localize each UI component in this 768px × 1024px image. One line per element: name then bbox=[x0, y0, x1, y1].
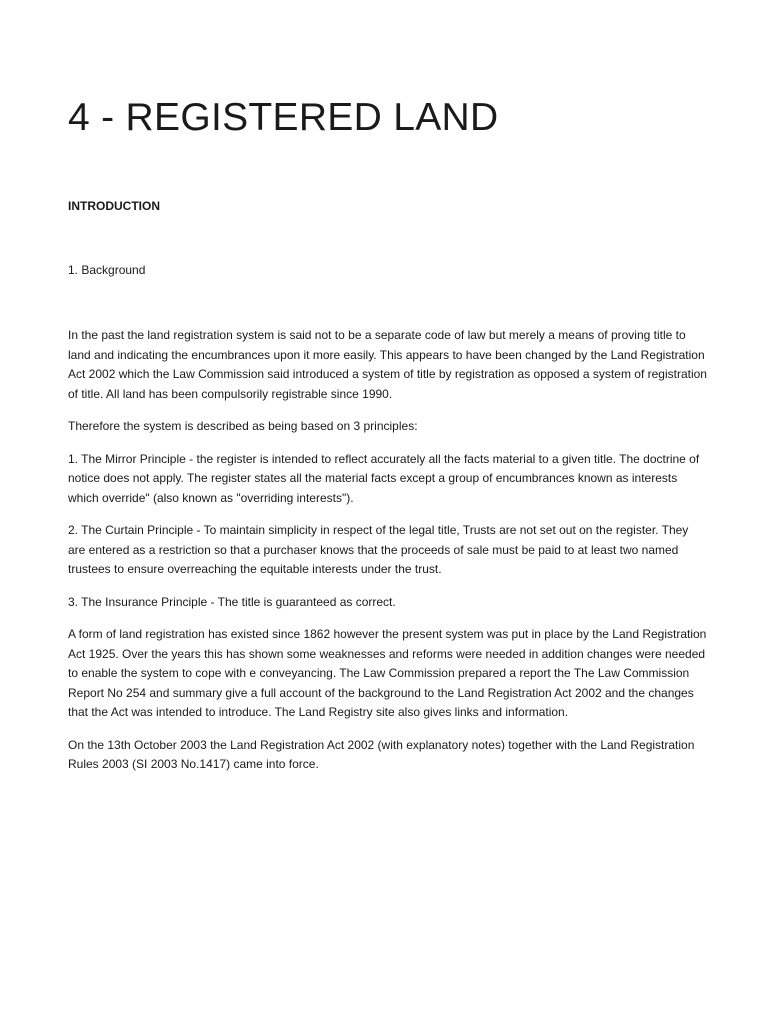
paragraph-insurance-principle: 3. The Insurance Principle - The title is guaranteed as correct. bbox=[68, 594, 396, 609]
section-heading-introduction: INTRODUCTION bbox=[68, 199, 160, 213]
sub-heading-background: 1. Background bbox=[68, 263, 146, 277]
paragraph-mirror-principle: 1. The Mirror Principle - the register is intended to reflect accurately all the facts material to a given title. The doctrine of notice does not apply. The register states all the material facts except a group of encumbrances known as interests which override" (also known as "overriding interests"). bbox=[68, 451, 700, 505]
paragraph-commencement: On the 13th October 2003 the Land Registration Act 2002 (with explanatory notes) together with the Land Registration Rules 2003 (SI 2003 No.1417) came into force. bbox=[68, 737, 695, 771]
paragraph-principles-intro: Therefore the system is described as being based on 3 principles: bbox=[68, 419, 418, 433]
paragraph-curtain-principle: 2. The Curtain Principle - To maintain simplicity in respect of the legal title, Trusts are not set out on the register. They are entered as a restriction so that a purchaser knows that the proceeds of sale must be paid to at least two named trustees to ensure overreaching the equitable interests under the trust. bbox=[68, 523, 689, 576]
paragraph-registration-act-history: A form of land registration has existed since 1862 however the present system was put in place by the Land Registration Act 1925. Over the years this has shown some weaknesses and reforms were needed in addition changes were needed to enable the system to cope with e conveyancing. The Law Commission prepared a report the The Law Commission Report No 254 and summary give a full account of the background to the Land Registration Act 2002 and the changes that the Act was intended to introduce. The Land Registry site also gives links and information. bbox=[68, 627, 707, 719]
document-title: 4 - REGISTERED LAND bbox=[68, 96, 499, 139]
body-text bbox=[68, 326, 708, 788]
paragraph-land-registration-history: In the past the land registration system is said not to be a separate code of law but merely a means of proving title to land and indicating the encumbrances upon it more easily. This appears to have been changed by the Land Registration Act 2002 which the Law Commission said introduced a system of title by registration as opposed a system of registration of title. All land has been compulsorily registrable since 1990. bbox=[68, 328, 707, 401]
